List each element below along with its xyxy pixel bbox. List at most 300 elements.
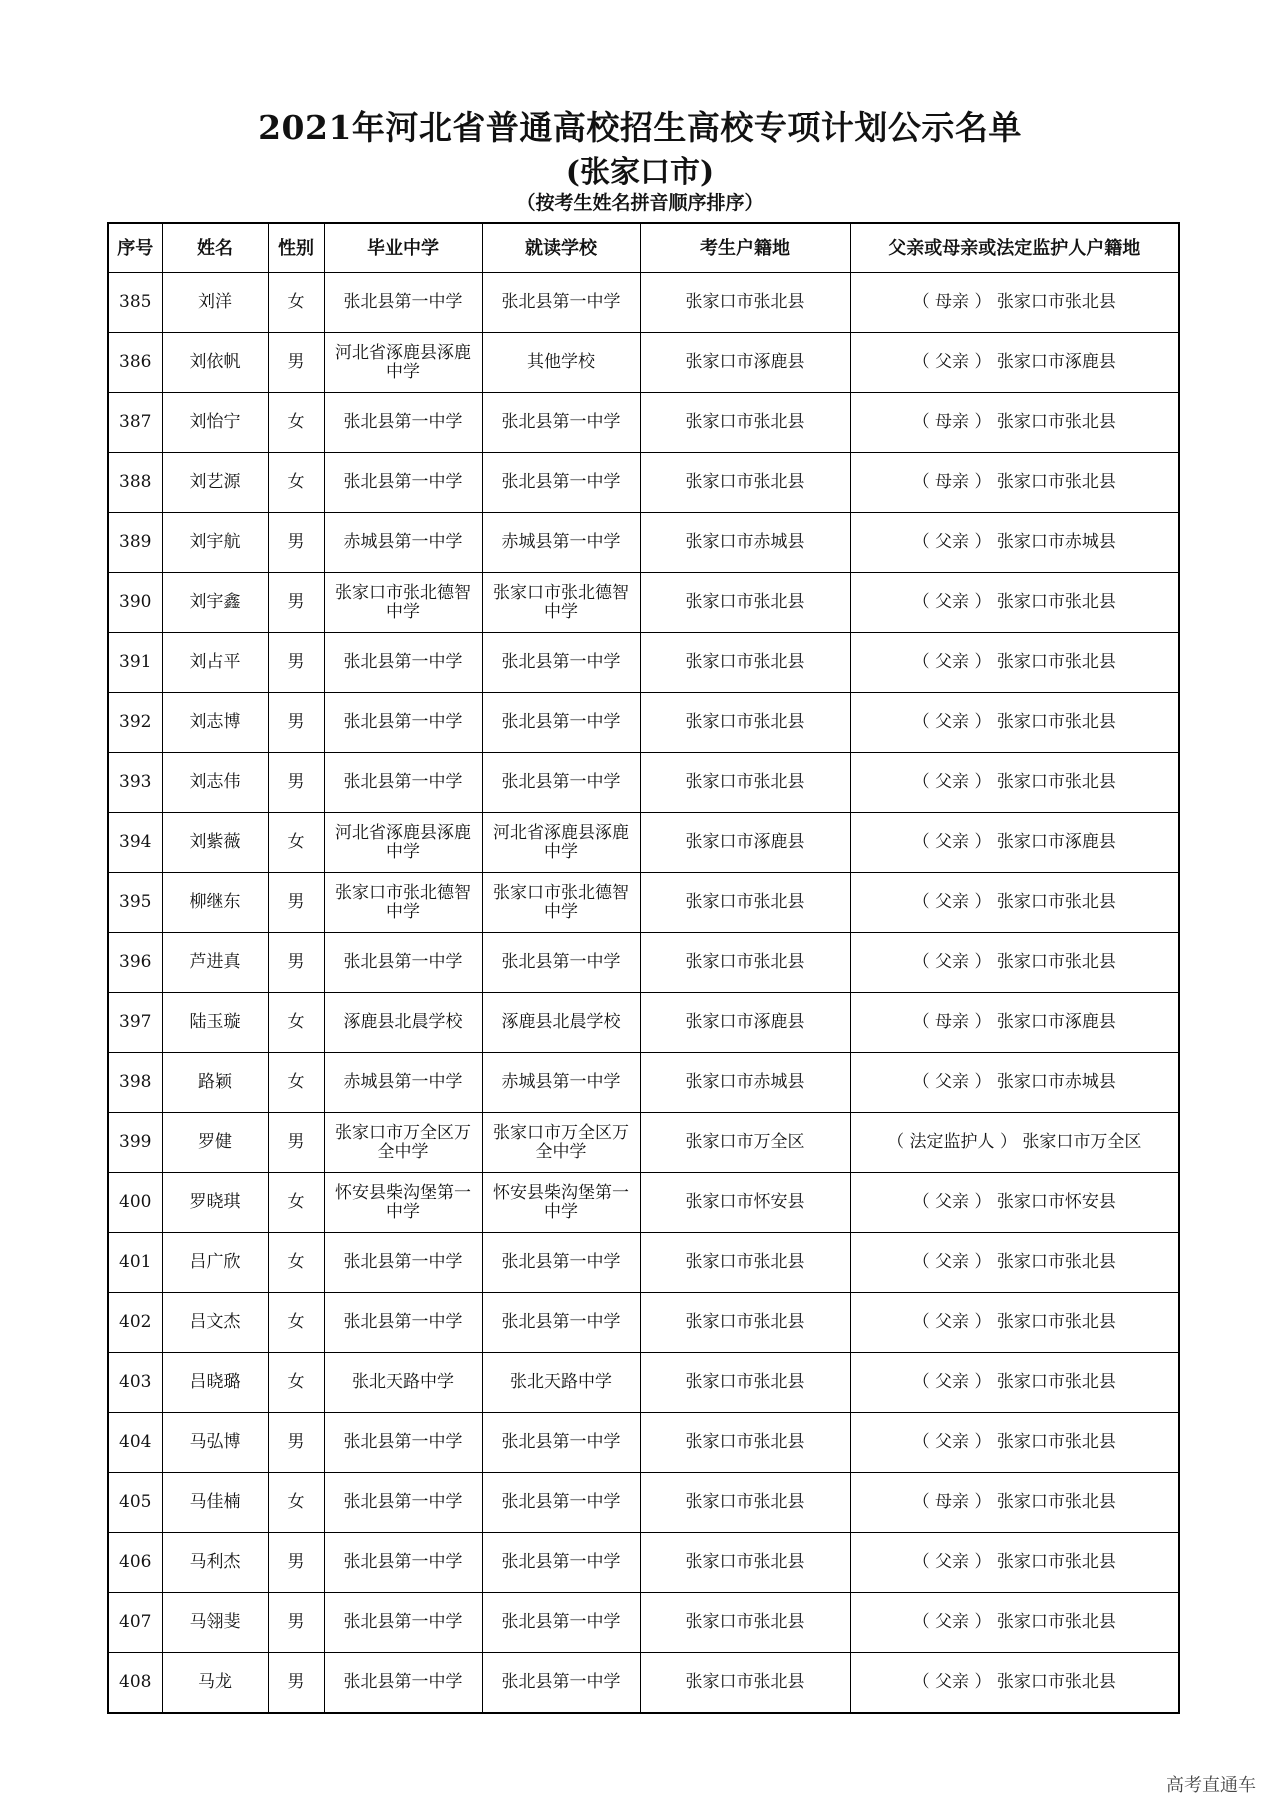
cell-grad-school: 河北省涿鹿县涿鹿中学 — [324, 333, 482, 393]
cell-name: 马利杰 — [162, 1533, 268, 1593]
parent-hukou-value: 张家口市张北县 — [996, 412, 1116, 432]
cell-name: 刘志伟 — [162, 753, 268, 813]
cell-name: 刘宇鑫 — [162, 573, 268, 633]
relation-label: 母亲 — [935, 292, 970, 312]
cell-sex: 女 — [268, 273, 324, 333]
relation-open-paren: （ — [912, 1372, 936, 1392]
parent-hukou-value: 张家口市张北县 — [996, 1672, 1116, 1692]
cell-parent-hukou — [850, 813, 1179, 873]
column-header-grad-school: 毕业中学 — [324, 223, 482, 273]
relation-close-paren: ） — [969, 1552, 997, 1572]
cell-study-school: 张北县第一中学 — [482, 1593, 640, 1653]
table-row — [108, 1293, 1179, 1353]
cell-study-school: 张北县第一中学 — [482, 453, 640, 513]
cell-name: 马龙 — [162, 1653, 268, 1714]
cell-grad-school: 张北县第一中学 — [324, 273, 482, 333]
cell-study-school: 张家口市张北德智中学 — [482, 873, 640, 933]
relation-open-paren: （ — [912, 1672, 936, 1692]
relation-open-paren: （ — [912, 1312, 936, 1332]
table-row — [108, 813, 1179, 873]
relation-label: 父亲 — [935, 1372, 970, 1392]
parent-hukou-value: 张家口市张北县 — [996, 1372, 1116, 1392]
cell-grad-school: 张北县第一中学 — [324, 633, 482, 693]
relation-open-paren: （ — [912, 952, 936, 972]
cell-parent-hukou — [850, 633, 1179, 693]
table-row — [108, 1413, 1179, 1473]
sort-note: （按考生姓名拼音顺序排序） — [516, 192, 764, 214]
cell-grad-school: 张家口市万全区万全中学 — [324, 1113, 482, 1173]
cell-grad-school: 赤城县第一中学 — [324, 1053, 482, 1113]
cell-hukou: 张家口市张北县 — [640, 393, 850, 453]
cell-grad-school: 张北县第一中学 — [324, 1653, 482, 1714]
cell-parent-hukou — [850, 1533, 1179, 1593]
cell-sex: 男 — [268, 933, 324, 993]
cell-seq: 389 — [108, 513, 162, 573]
column-header-study-school: 就读学校 — [482, 223, 640, 273]
cell-study-school: 河北省涿鹿县涿鹿中学 — [482, 813, 640, 873]
relation-close-paren: ） — [969, 1012, 997, 1032]
parent-hukou-value: 张家口市赤城县 — [996, 532, 1116, 552]
cell-grad-school: 张北县第一中学 — [324, 393, 482, 453]
cell-seq: 401 — [108, 1233, 162, 1293]
relation-open-paren: （ — [912, 352, 936, 372]
cell-name: 刘依帆 — [162, 333, 268, 393]
cell-grad-school: 张北县第一中学 — [324, 453, 482, 513]
table-row — [108, 1053, 1179, 1113]
cell-sex: 女 — [268, 453, 324, 513]
relation-close-paren: ） — [969, 1312, 997, 1332]
cell-sex: 男 — [268, 333, 324, 393]
cell-hukou: 张家口市张北县 — [640, 873, 850, 933]
cell-parent-hukou — [850, 693, 1179, 753]
cell-name: 罗晓琪 — [162, 1173, 268, 1233]
relation-close-paren: ） — [969, 592, 997, 612]
cell-hukou: 张家口市张北县 — [640, 633, 850, 693]
cell-grad-school: 张北县第一中学 — [324, 1473, 482, 1533]
parent-hukou-value: 张家口市张北县 — [996, 652, 1116, 672]
relation-open-paren: （ — [912, 1552, 936, 1572]
cell-parent-hukou — [850, 393, 1179, 453]
cell-name: 刘宇航 — [162, 513, 268, 573]
relation-label: 父亲 — [935, 892, 970, 912]
cell-hukou: 张家口市万全区 — [640, 1113, 850, 1173]
cell-study-school: 张家口市张北德智中学 — [482, 573, 640, 633]
cell-parent-hukou — [850, 453, 1179, 513]
relation-open-paren: （ — [912, 412, 936, 432]
cell-parent-hukou — [850, 1353, 1179, 1413]
cell-seq: 395 — [108, 873, 162, 933]
cell-hukou: 张家口市张北县 — [640, 1233, 850, 1293]
cell-seq: 385 — [108, 273, 162, 333]
cell-seq: 390 — [108, 573, 162, 633]
page-subtitle: (张家口市) — [565, 155, 715, 190]
cell-name: 柳继东 — [162, 873, 268, 933]
parent-hukou-value: 张家口市涿鹿县 — [996, 352, 1116, 372]
relation-open-paren: （ — [912, 1612, 936, 1632]
cell-hukou: 张家口市张北县 — [640, 1473, 850, 1533]
cell-study-school: 张北县第一中学 — [482, 693, 640, 753]
relation-close-paren: ） — [969, 1612, 997, 1632]
cell-seq: 392 — [108, 693, 162, 753]
relation-label: 母亲 — [935, 472, 970, 492]
cell-parent-hukou — [850, 1593, 1179, 1653]
roster-table — [107, 222, 1180, 1714]
cell-study-school: 张北县第一中学 — [482, 1293, 640, 1353]
cell-grad-school: 怀安县柴沟堡第一中学 — [324, 1173, 482, 1233]
relation-open-paren: （ — [912, 1072, 936, 1092]
relation-close-paren: ） — [969, 412, 997, 432]
relation-close-paren: ） — [969, 892, 997, 912]
relation-open-paren: （ — [912, 532, 936, 552]
cell-grad-school: 张北县第一中学 — [324, 1293, 482, 1353]
cell-sex: 女 — [268, 1173, 324, 1233]
relation-close-paren: ） — [969, 772, 997, 792]
table-row — [108, 1473, 1179, 1533]
cell-name: 马佳楠 — [162, 1473, 268, 1533]
table-row — [108, 1653, 1179, 1714]
cell-parent-hukou — [850, 573, 1179, 633]
relation-open-paren: （ — [912, 712, 936, 732]
cell-parent-hukou — [850, 1413, 1179, 1473]
relation-label: 父亲 — [935, 1312, 970, 1332]
cell-sex: 女 — [268, 1353, 324, 1413]
table-row — [108, 1533, 1179, 1593]
cell-name: 吕文杰 — [162, 1293, 268, 1353]
column-header-parent-hukou: 父亲或母亲或法定监护人户籍地 — [850, 223, 1179, 273]
cell-sex: 男 — [268, 753, 324, 813]
relation-label: 父亲 — [935, 952, 970, 972]
cell-name: 路颖 — [162, 1053, 268, 1113]
table-row — [108, 1353, 1179, 1413]
cell-hukou: 张家口市赤城县 — [640, 1053, 850, 1113]
cell-grad-school: 河北省涿鹿县涿鹿中学 — [324, 813, 482, 873]
relation-open-paren: （ — [912, 1492, 936, 1512]
table-row — [108, 873, 1179, 933]
table-row — [108, 1593, 1179, 1653]
cell-grad-school: 张北县第一中学 — [324, 1593, 482, 1653]
cell-sex: 女 — [268, 813, 324, 873]
table-row — [108, 273, 1179, 333]
cell-study-school: 赤城县第一中学 — [482, 1053, 640, 1113]
cell-study-school: 张北县第一中学 — [482, 933, 640, 993]
cell-name: 刘洋 — [162, 273, 268, 333]
cell-parent-hukou — [850, 273, 1179, 333]
cell-name: 吕晓璐 — [162, 1353, 268, 1413]
cell-grad-school: 张家口市张北德智中学 — [324, 573, 482, 633]
cell-sex: 女 — [268, 993, 324, 1053]
parent-hukou-value: 张家口市张北县 — [996, 712, 1116, 732]
cell-seq: 406 — [108, 1533, 162, 1593]
cell-seq: 405 — [108, 1473, 162, 1533]
cell-grad-school: 张北县第一中学 — [324, 933, 482, 993]
parent-hukou-value: 张家口市涿鹿县 — [996, 832, 1116, 852]
relation-close-paren: ） — [969, 1492, 997, 1512]
cell-grad-school: 张北县第一中学 — [324, 753, 482, 813]
table-row — [108, 1233, 1179, 1293]
cell-sex: 女 — [268, 1473, 324, 1533]
cell-study-school: 张北县第一中学 — [482, 393, 640, 453]
cell-seq: 408 — [108, 1653, 162, 1714]
parent-hukou-value: 张家口市张北县 — [996, 472, 1116, 492]
cell-name: 芦进真 — [162, 933, 268, 993]
cell-hukou: 张家口市张北县 — [640, 753, 850, 813]
cell-seq: 402 — [108, 1293, 162, 1353]
table-row — [108, 1173, 1179, 1233]
table-body — [108, 273, 1179, 1714]
parent-hukou-value: 张家口市涿鹿县 — [996, 1012, 1116, 1032]
relation-open-paren: （ — [912, 592, 936, 612]
relation-label: 父亲 — [935, 1432, 970, 1452]
cell-parent-hukou — [850, 993, 1179, 1053]
cell-parent-hukou — [850, 513, 1179, 573]
parent-hukou-value: 张家口市张北县 — [996, 772, 1116, 792]
cell-name: 陆玉璇 — [162, 993, 268, 1053]
relation-label: 母亲 — [935, 1012, 970, 1032]
relation-open-paren: （ — [912, 1192, 936, 1212]
cell-hukou: 张家口市涿鹿县 — [640, 993, 850, 1053]
cell-parent-hukou — [850, 333, 1179, 393]
table-header-row — [108, 223, 1179, 273]
cell-parent-hukou — [850, 753, 1179, 813]
cell-seq: 387 — [108, 393, 162, 453]
relation-label: 父亲 — [935, 352, 970, 372]
cell-grad-school: 涿鹿县北晨学校 — [324, 993, 482, 1053]
relation-label: 母亲 — [935, 1492, 970, 1512]
relation-close-paren: ） — [969, 652, 997, 672]
relation-label: 父亲 — [935, 772, 970, 792]
cell-hukou: 张家口市怀安县 — [640, 1173, 850, 1233]
parent-hukou-value: 张家口市张北县 — [996, 1432, 1116, 1452]
parent-hukou-value: 张家口市张北县 — [996, 1312, 1116, 1332]
cell-sex: 男 — [268, 573, 324, 633]
cell-parent-hukou — [850, 1113, 1179, 1173]
relation-close-paren: ） — [969, 1672, 997, 1692]
cell-sex: 男 — [268, 1413, 324, 1473]
relation-close-paren: ） — [969, 472, 997, 492]
table-row — [108, 933, 1179, 993]
relation-open-paren: （ — [912, 472, 936, 492]
table-row — [108, 393, 1179, 453]
cell-hukou: 张家口市张北县 — [640, 573, 850, 633]
cell-hukou: 张家口市赤城县 — [640, 513, 850, 573]
table-row — [108, 693, 1179, 753]
parent-hukou-value: 张家口市张北县 — [996, 1492, 1116, 1512]
relation-label: 父亲 — [935, 652, 970, 672]
cell-seq: 397 — [108, 993, 162, 1053]
column-header-sex: 性别 — [268, 223, 324, 273]
relation-open-paren: （ — [912, 772, 936, 792]
relation-close-paren: ） — [969, 1072, 997, 1092]
cell-study-school: 张北县第一中学 — [482, 753, 640, 813]
cell-sex: 男 — [268, 633, 324, 693]
parent-hukou-value: 张家口市怀安县 — [996, 1192, 1116, 1212]
table-row — [108, 573, 1179, 633]
relation-label: 母亲 — [935, 412, 970, 432]
cell-seq: 404 — [108, 1413, 162, 1473]
relation-close-paren: ） — [969, 352, 997, 372]
cell-grad-school: 赤城县第一中学 — [324, 513, 482, 573]
cell-sex: 男 — [268, 1113, 324, 1173]
relation-close-paren: ） — [969, 292, 997, 312]
cell-grad-school: 张北天路中学 — [324, 1353, 482, 1413]
parent-hukou-value: 张家口市张北县 — [996, 892, 1116, 912]
relation-close-paren: ） — [969, 532, 997, 552]
cell-seq: 399 — [108, 1113, 162, 1173]
cell-sex: 女 — [268, 1293, 324, 1353]
column-header-name: 姓名 — [162, 223, 268, 273]
relation-close-paren: ） — [969, 832, 997, 852]
relation-label: 父亲 — [935, 1192, 970, 1212]
relation-close-paren: ） — [969, 1252, 997, 1272]
relation-label: 父亲 — [935, 1552, 970, 1572]
watermark: 高考直通车 — [1166, 1775, 1256, 1796]
relation-open-paren: （ — [912, 652, 936, 672]
parent-hukou-value: 张家口市张北县 — [996, 1612, 1116, 1632]
cell-seq: 396 — [108, 933, 162, 993]
cell-sex: 女 — [268, 393, 324, 453]
cell-grad-school: 张北县第一中学 — [324, 1533, 482, 1593]
cell-hukou: 张家口市张北县 — [640, 273, 850, 333]
relation-open-paren: （ — [912, 1012, 936, 1032]
cell-grad-school: 张家口市张北德智中学 — [324, 873, 482, 933]
cell-hukou: 张家口市张北县 — [640, 1533, 850, 1593]
relation-label: 父亲 — [935, 832, 970, 852]
cell-seq: 403 — [108, 1353, 162, 1413]
cell-seq: 388 — [108, 453, 162, 513]
relation-label: 父亲 — [935, 532, 970, 552]
parent-hukou-value: 张家口市张北县 — [996, 1552, 1116, 1572]
table-row — [108, 993, 1179, 1053]
cell-study-school: 张北天路中学 — [482, 1353, 640, 1413]
cell-parent-hukou — [850, 1053, 1179, 1113]
cell-sex: 男 — [268, 1653, 324, 1714]
column-header-seq: 序号 — [108, 223, 162, 273]
cell-study-school: 张北县第一中学 — [482, 633, 640, 693]
cell-sex: 女 — [268, 1053, 324, 1113]
parent-hukou-value: 张家口市赤城县 — [996, 1072, 1116, 1092]
cell-seq: 391 — [108, 633, 162, 693]
relation-open-paren: （ — [912, 292, 936, 312]
cell-name: 罗健 — [162, 1113, 268, 1173]
cell-parent-hukou — [850, 1473, 1179, 1533]
table-row — [108, 633, 1179, 693]
cell-study-school: 张北县第一中学 — [482, 1233, 640, 1293]
cell-seq: 394 — [108, 813, 162, 873]
table-row — [108, 753, 1179, 813]
cell-seq: 386 — [108, 333, 162, 393]
relation-close-paren: ） — [969, 1432, 997, 1452]
parent-hukou-value: 张家口市张北县 — [996, 952, 1116, 972]
relation-open-paren: （ — [912, 892, 936, 912]
cell-hukou: 张家口市张北县 — [640, 1353, 850, 1413]
cell-seq: 393 — [108, 753, 162, 813]
relation-open-paren: （ — [912, 1252, 936, 1272]
relation-close-paren: ） — [969, 1372, 997, 1392]
relation-close-paren: ） — [969, 952, 997, 972]
relation-label: 法定监护人 — [909, 1132, 995, 1152]
cell-parent-hukou — [850, 1233, 1179, 1293]
relation-close-paren: ） — [969, 712, 997, 732]
relation-close-paren: ） — [969, 1192, 997, 1212]
cell-sex: 男 — [268, 1533, 324, 1593]
cell-sex: 男 — [268, 873, 324, 933]
relation-label: 父亲 — [935, 712, 970, 732]
cell-grad-school: 张北县第一中学 — [324, 1233, 482, 1293]
cell-study-school: 张北县第一中学 — [482, 273, 640, 333]
relation-open-paren: （ — [912, 1432, 936, 1452]
cell-seq: 400 — [108, 1173, 162, 1233]
cell-parent-hukou — [850, 933, 1179, 993]
cell-study-school: 张北县第一中学 — [482, 1533, 640, 1593]
cell-name: 刘紫薇 — [162, 813, 268, 873]
cell-study-school: 张家口市万全区万全中学 — [482, 1113, 640, 1173]
parent-hukou-value: 张家口市张北县 — [996, 292, 1116, 312]
relation-label: 父亲 — [935, 1072, 970, 1092]
cell-study-school: 张北县第一中学 — [482, 1413, 640, 1473]
cell-sex: 男 — [268, 1593, 324, 1653]
cell-name: 刘艺源 — [162, 453, 268, 513]
relation-close-paren: ） — [994, 1132, 1023, 1152]
cell-hukou: 张家口市张北县 — [640, 1413, 850, 1473]
cell-parent-hukou — [850, 873, 1179, 933]
cell-seq: 407 — [108, 1593, 162, 1653]
cell-study-school: 怀安县柴沟堡第一中学 — [482, 1173, 640, 1233]
cell-sex: 女 — [268, 1233, 324, 1293]
cell-hukou: 张家口市涿鹿县 — [640, 813, 850, 873]
cell-name: 吕广欣 — [162, 1233, 268, 1293]
cell-parent-hukou — [850, 1173, 1179, 1233]
parent-hukou-value: 张家口市万全区 — [1022, 1132, 1142, 1152]
cell-parent-hukou — [850, 1293, 1179, 1353]
cell-hukou: 张家口市张北县 — [640, 1293, 850, 1353]
table-row — [108, 1113, 1179, 1173]
cell-seq: 398 — [108, 1053, 162, 1113]
relation-open-paren: （ — [912, 832, 936, 852]
cell-sex: 男 — [268, 693, 324, 753]
cell-name: 刘怡宁 — [162, 393, 268, 453]
table-row — [108, 333, 1179, 393]
table-row — [108, 513, 1179, 573]
cell-hukou: 张家口市张北县 — [640, 693, 850, 753]
relation-label: 父亲 — [935, 1612, 970, 1632]
cell-hukou: 张家口市涿鹿县 — [640, 333, 850, 393]
parent-hukou-value: 张家口市张北县 — [996, 1252, 1116, 1272]
cell-study-school: 涿鹿县北晨学校 — [482, 993, 640, 1053]
cell-hukou: 张家口市张北县 — [640, 453, 850, 513]
cell-name: 刘志博 — [162, 693, 268, 753]
cell-parent-hukou — [850, 1653, 1179, 1714]
parent-hukou-value: 张家口市张北县 — [996, 592, 1116, 612]
relation-label: 父亲 — [935, 1672, 970, 1692]
cell-grad-school: 张北县第一中学 — [324, 693, 482, 753]
cell-study-school: 其他学校 — [482, 333, 640, 393]
cell-hukou: 张家口市张北县 — [640, 933, 850, 993]
column-header-hukou: 考生户籍地 — [640, 223, 850, 273]
cell-grad-school: 张北县第一中学 — [324, 1413, 482, 1473]
cell-study-school: 张北县第一中学 — [482, 1653, 640, 1714]
page-title: 2021年河北省普通高校招生高校专项计划公示名单 — [258, 108, 1022, 147]
cell-hukou: 张家口市张北县 — [640, 1593, 850, 1653]
cell-name: 刘占平 — [162, 633, 268, 693]
cell-hukou: 张家口市张北县 — [640, 1653, 850, 1714]
cell-name: 马翎斐 — [162, 1593, 268, 1653]
cell-study-school: 张北县第一中学 — [482, 1473, 640, 1533]
table-row — [108, 453, 1179, 513]
relation-label: 父亲 — [935, 592, 970, 612]
relation-label: 父亲 — [935, 1252, 970, 1272]
cell-name: 马弘博 — [162, 1413, 268, 1473]
cell-study-school: 赤城县第一中学 — [482, 513, 640, 573]
